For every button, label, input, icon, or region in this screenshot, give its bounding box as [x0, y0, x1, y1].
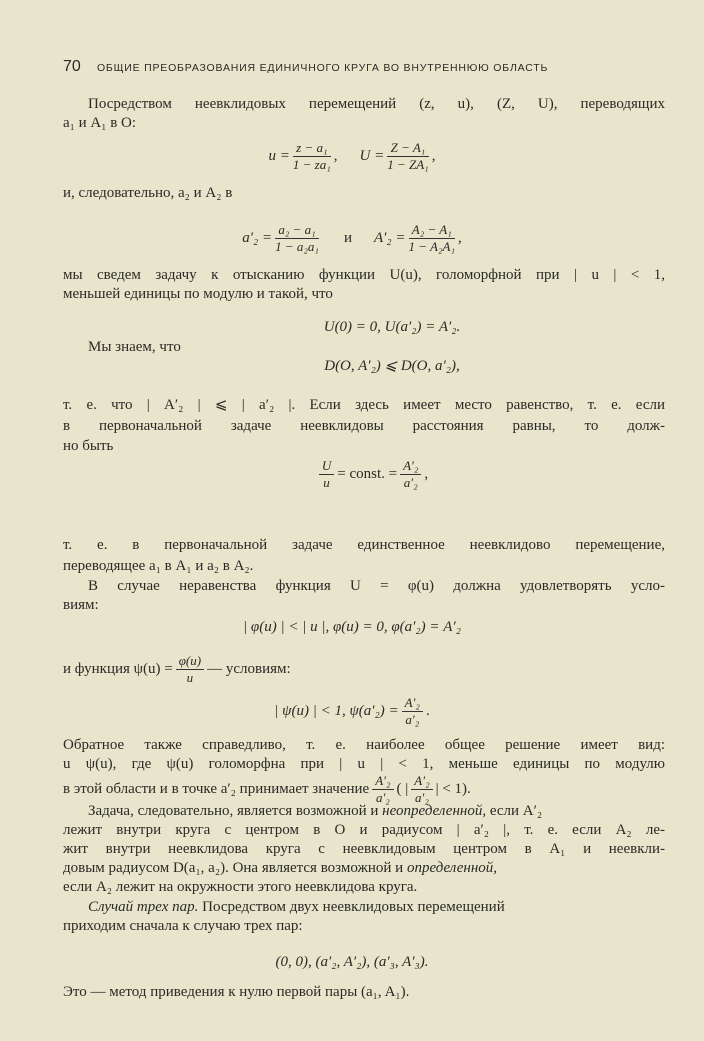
text-line: т. е. в первоначальной задаче единственное неевклидово перемещение,	[63, 537, 665, 553]
text-part: ( |	[396, 781, 409, 797]
section-heading: Случай трех пар.	[88, 899, 199, 915]
denominator: a′₂	[405, 712, 420, 727]
formula-three-pairs: (0, 0), (a′₂, A′₂), (a′₃, A′₃).	[275, 954, 429, 970]
page-number: 70	[63, 58, 81, 75]
text-line	[63, 652, 665, 686]
formula-part: U =	[359, 147, 385, 164]
fraction	[409, 222, 455, 255]
text-line	[63, 772, 665, 806]
denominator: a′₂	[415, 790, 429, 806]
formula-part: u =	[268, 147, 290, 164]
formula-images	[0, 222, 704, 255]
numerator: a₂ − a₁	[275, 222, 319, 239]
formula-distance: D(O, A′₂) ⩽ D(O, a′₂),	[324, 358, 460, 374]
denominator: u	[186, 670, 194, 686]
denominator: u	[323, 475, 330, 490]
formula-psi-conditions	[0, 695, 704, 728]
text-part: | < 1).	[435, 781, 471, 797]
numerator: Z − A₁	[387, 140, 428, 157]
text-line: Мы знаем, что	[88, 339, 181, 355]
formula-part: a′₂ =	[242, 229, 273, 246]
denominator: 1 − a₂a₁	[275, 239, 319, 254]
text-line	[63, 859, 665, 877]
numerator: A′₂	[372, 773, 393, 790]
numerator: A₂ − A₁	[409, 222, 455, 239]
text-line: и, следовательно, a₂ и A₂ в	[63, 185, 233, 201]
formula-const	[20, 458, 704, 491]
formula-conditions: U(0) = 0, U(a′₂) = A′₂.	[323, 319, 461, 335]
text-line: Посредством неевклидовых перемещений (z, u), (Z, U), переводящих	[88, 96, 665, 112]
formula-part: ,	[431, 147, 436, 164]
formula-moebius	[0, 140, 704, 173]
text-part: довым радиусом D(a₁, a₂). Она является возможной и	[63, 860, 407, 876]
denominator: 1 − ZA₁	[387, 157, 429, 172]
text-line: Обратное также справедливо, т. е. наиболее общее решение имеет вид:	[63, 737, 665, 753]
formula-part: | ψ(u) | < 1, ψ(a′₂) =	[274, 702, 399, 719]
text-line: меньшей единицы по модулю и такой, что	[63, 286, 333, 302]
numerator: A′₂	[400, 458, 421, 475]
running-title: ОБЩИЕ ПРЕОБРАЗОВАНИЯ ЕДИНИЧНОГО КРУГА ВО ВНУТРЕННЮЮ ОБЛАСТЬ	[96, 62, 549, 74]
fraction	[387, 140, 428, 173]
denominator: a′₂	[375, 790, 390, 806]
text-part: , если A′₂	[482, 803, 543, 819]
text-line: мы сведем задачу к отысканию функции U(u), голоморфной при | u | < 1,	[63, 267, 665, 283]
numerator: A′₂	[411, 773, 432, 790]
formula-part: A′₂ =	[373, 229, 406, 246]
emphasis: неопределенной	[382, 803, 483, 819]
text-part: — условиям:	[207, 661, 291, 677]
denominator: 1 − za₁	[292, 157, 331, 172]
text-line: виям:	[63, 597, 99, 613]
text-line: приходим сначала к случаю трех пар:	[63, 918, 303, 934]
formula-phi-conditions: | φ(u) | < | u |, φ(u) = 0, φ(a′₂) = A′₂	[243, 619, 461, 635]
numerator: U	[319, 458, 334, 475]
text-part: Посредством двух неевклидовых перемещений	[198, 899, 505, 915]
text-part: в этой области и в точке a′₂ принимает значение	[63, 781, 370, 797]
formula-part: ,	[457, 229, 462, 246]
numerator: z − a₁	[293, 140, 331, 157]
numerator: φ(u)	[176, 653, 204, 670]
text-line: если A₂ лежит на окружности этого неевклидова круга.	[63, 879, 418, 895]
text-line: но быть	[63, 438, 114, 454]
numerator: A′₂	[402, 695, 423, 712]
running-header	[63, 58, 673, 76]
formula-part: = const. =	[337, 465, 398, 482]
text-line: в первоначальной задаче неевклидовы расстояния равны, то долж-	[63, 418, 665, 434]
text-part: и функция ψ(u) =	[63, 661, 173, 677]
text-line: В случае неравенства функция U = φ(u) должна удовлетворять усло-	[88, 578, 665, 594]
text-line: жит внутри неевклидова круга с неевклидовым центром в A₁ и неевкли-	[63, 841, 665, 857]
text-line: Это — метод приведения к нулю первой пары (a₁, A₁).	[63, 984, 410, 1000]
fraction	[176, 653, 204, 686]
fraction	[319, 458, 334, 491]
text-line: лежит внутри круга с центром в O и радиусом | a′₂ |, т. е. если A₂ ле-	[63, 822, 665, 838]
text-line: u ψ(u), где ψ(u) голоморфна при | u | < 1, меньше единицы по модулю	[63, 756, 665, 772]
text-line: переводящее a₁ в A₁ и a₂ в A₂.	[63, 558, 254, 574]
fraction	[275, 222, 319, 255]
text-line: a₁ и A₁ в O:	[63, 115, 137, 131]
text-part: Задача, следовательно, является возможной и	[88, 803, 383, 819]
fraction	[293, 140, 331, 173]
text-line: т. е. что | A′₂ | ⩽ | a′₂ |. Если здесь имеет место равенство, т. е. если	[63, 397, 665, 413]
formula-part: и	[343, 229, 352, 246]
formula-part: .	[425, 702, 430, 719]
fraction	[400, 458, 421, 491]
text-line	[88, 898, 665, 916]
denominator: a′₂	[403, 475, 418, 490]
text-line	[88, 802, 665, 820]
formula-part: ,	[333, 147, 338, 164]
emphasis: определенной,	[406, 860, 498, 876]
formula-part: ,	[424, 465, 429, 482]
fraction	[402, 695, 423, 728]
denominator: 1 − A₂A₁	[408, 239, 455, 254]
